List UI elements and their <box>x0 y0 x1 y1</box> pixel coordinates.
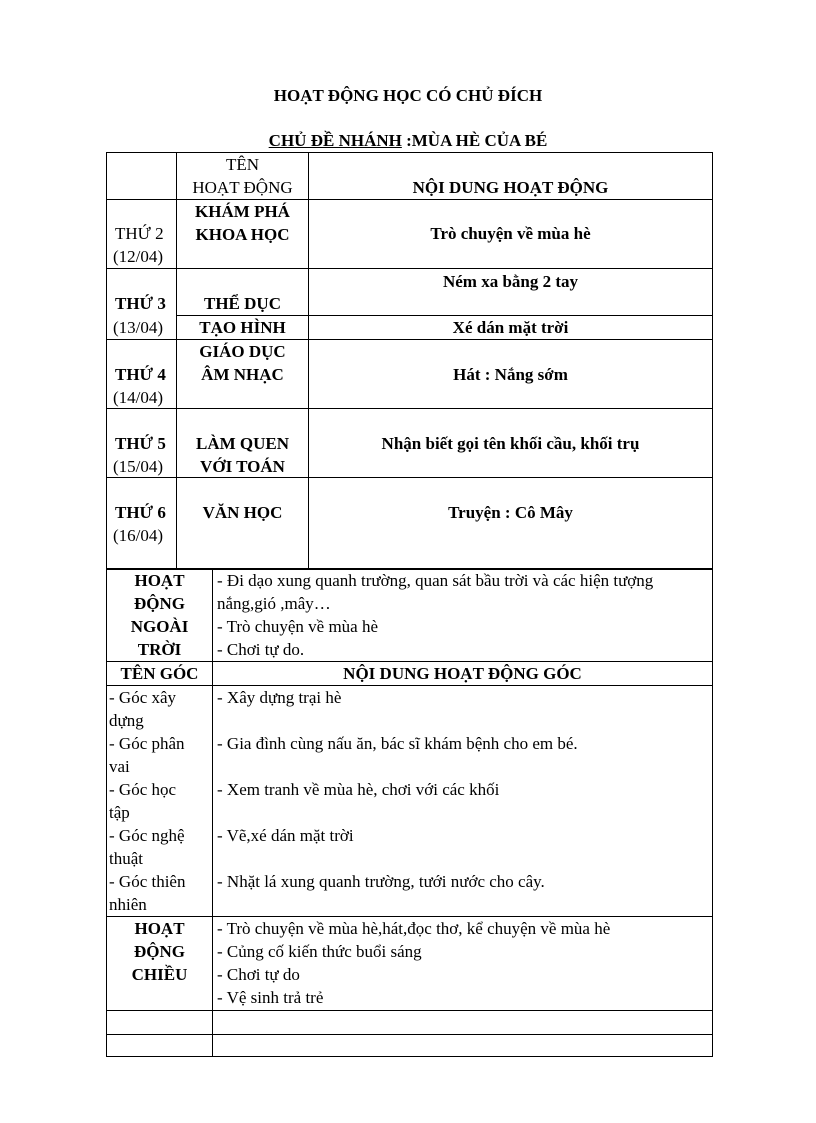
activity-line1: LÀM QUEN <box>195 434 290 453</box>
content-text: Nhận biết gọi tên khối cầu, khối trụ <box>381 434 640 453</box>
day-date: (13/04) <box>113 318 164 337</box>
day-name: THỨ 2 <box>115 224 164 243</box>
header-activity-cell <box>177 153 309 200</box>
corner-name: - Góc xây <box>109 688 177 707</box>
activity-line1: TẠO HÌNH <box>199 318 286 337</box>
corners-row <box>107 686 713 917</box>
outdoor-label-line: TRỜI <box>137 640 182 659</box>
corners-header-name <box>107 662 213 686</box>
header-day-cell <box>107 153 177 200</box>
corners-header-name-label: TÊN GÓC <box>120 664 199 683</box>
outdoor-content-line: nắng,gió ,mây… <box>217 594 331 613</box>
schedule-table <box>106 152 713 570</box>
activity-cell <box>177 269 309 316</box>
page-title: HOẠT ĐỘNG HỌC CÓ CHỦ ĐÍCH <box>273 86 543 105</box>
corner-name: vai <box>109 757 130 776</box>
activity-cell <box>177 316 309 340</box>
content-text: Xé dán mặt trời <box>452 318 569 337</box>
day-row-fri <box>107 478 713 570</box>
outdoor-content-line: - Đi dạo xung quanh trường, quan sát bầu trời và các hiện tượng <box>217 571 654 590</box>
corner-name: nhiên <box>109 895 147 914</box>
subtitle-label: CHỦ ĐỀ NHÁNH <box>268 131 402 150</box>
day-cell <box>107 478 177 570</box>
day-cell <box>107 200 177 269</box>
corner-content: - Gia đình cùng nấu ăn, bác sĩ khám bệnh cho em bé. <box>217 734 578 753</box>
corner-name: tập <box>109 803 130 822</box>
content-cell <box>309 340 713 409</box>
afternoon-label-line: ĐỘNG <box>134 942 185 961</box>
day-row-wed <box>107 340 713 409</box>
corner-content: - Xem tranh về mùa hè, chơi với các khối <box>217 780 500 799</box>
afternoon-label-line: CHIỀU <box>131 965 188 984</box>
content-cell <box>309 200 713 269</box>
day-name: THỨ 6 <box>115 503 166 522</box>
day-cell <box>107 409 177 478</box>
activity-line2: VỚI TOÁN <box>200 457 285 476</box>
outdoor-label-cell <box>107 569 213 662</box>
empty-cell <box>213 1011 713 1035</box>
afternoon-content-cell <box>213 917 713 1011</box>
activity-line2: KHOA HỌC <box>195 225 290 244</box>
day-cell <box>107 269 177 340</box>
activity-cell <box>177 200 309 269</box>
corner-content: - Xây dựng trại hè <box>217 688 342 707</box>
empty-row <box>107 1011 713 1035</box>
day-cell <box>107 340 177 409</box>
outdoor-content-line: - Chơi tự do. <box>217 640 305 659</box>
subtitle-value: :MÙA HÈ CỦA BÉ <box>401 131 548 150</box>
day-row-mon <box>107 200 713 269</box>
corner-name: dựng <box>109 711 144 730</box>
corners-header-row <box>107 662 713 686</box>
activity-line1: GIÁO DỤC <box>199 342 286 361</box>
activity-line2: ÂM NHẠC <box>201 365 284 384</box>
corners-header-content-label: NỘI DUNG HOẠT ĐỘNG GÓC <box>343 664 582 683</box>
activity-cell <box>177 409 309 478</box>
corners-content-cell <box>213 686 713 917</box>
header-content-label: NỘI DUNG HOẠT ĐỘNG <box>412 178 609 197</box>
header-activity-line2: HOẠT ĐỘNG <box>192 178 293 197</box>
outdoor-label-line: NGOÀI <box>130 617 189 636</box>
afternoon-content-line: - Vệ sinh trả trẻ <box>217 988 324 1007</box>
content-text: Trò chuyện về mùa hè <box>430 224 591 243</box>
content-text: Ném xa bằng 2 tay <box>442 272 579 291</box>
content-cell <box>309 269 713 316</box>
afternoon-row <box>107 917 713 1011</box>
corner-name: - Góc học <box>109 780 177 799</box>
corners-name-cell <box>107 686 213 917</box>
activities-table <box>106 568 713 1057</box>
corner-name: thuật <box>109 849 143 868</box>
empty-cell <box>213 1035 713 1057</box>
empty-cell <box>107 1035 213 1057</box>
corner-name: - Góc nghệ <box>109 826 185 845</box>
afternoon-content-line: - Trò chuyện về mùa hè,hát,đọc thơ, kể chuyện về mùa hè <box>217 919 611 938</box>
day-date: (12/04) <box>113 247 164 266</box>
day-date: (14/04) <box>113 388 164 407</box>
activity-cell <box>177 478 309 570</box>
activity-cell <box>177 340 309 409</box>
activity-line1: THỂ DỤC <box>204 294 281 313</box>
content-cell <box>309 409 713 478</box>
corner-name: - Góc thiên <box>109 872 186 891</box>
outdoor-content-cell <box>213 569 713 662</box>
header-activity-line1: TÊN <box>225 155 260 174</box>
content-text: Hát : Nắng sớm <box>453 365 568 384</box>
content-cell <box>309 478 713 570</box>
empty-row <box>107 1035 713 1057</box>
empty-cell <box>107 1011 213 1035</box>
afternoon-label-cell <box>107 917 213 1011</box>
page-subtitle <box>0 131 816 151</box>
corners-header-content <box>213 662 713 686</box>
day-name: THỨ 4 <box>115 365 166 384</box>
afternoon-label-line: HOẠT <box>134 919 185 938</box>
day-row-tue-a <box>107 269 713 316</box>
day-name: THỨ 5 <box>115 434 166 453</box>
outdoor-label-line: HOẠT <box>134 571 185 590</box>
day-row-tue-b <box>107 316 713 340</box>
day-row-thu <box>107 409 713 478</box>
day-date: (16/04) <box>113 526 164 545</box>
outdoor-content-line: - Trò chuyện về mùa hè <box>217 617 379 636</box>
day-name: THỨ 3 <box>115 294 166 313</box>
activity-line1: VĂN HỌC <box>202 503 283 522</box>
header-content-cell <box>309 153 713 200</box>
afternoon-content-line: - Củng cố kiến thức buổi sáng <box>217 942 422 961</box>
day-date: (15/04) <box>113 457 164 476</box>
corner-content: - Vẽ,xé dán mặt trời <box>217 826 354 845</box>
outdoor-label-line: ĐỘNG <box>134 594 185 613</box>
content-cell <box>309 316 713 340</box>
outdoor-row <box>107 569 713 662</box>
corner-content: - Nhặt lá xung quanh trường, tưới nước cho cây. <box>217 872 545 891</box>
content-text: Truyện : Cô Mây <box>448 503 573 522</box>
activity-line1: KHÁM PHÁ <box>195 202 290 221</box>
schedule-header-row <box>107 153 713 200</box>
afternoon-content-line: - Chơi tự do <box>217 965 300 984</box>
corner-name: - Góc phân <box>109 734 185 753</box>
